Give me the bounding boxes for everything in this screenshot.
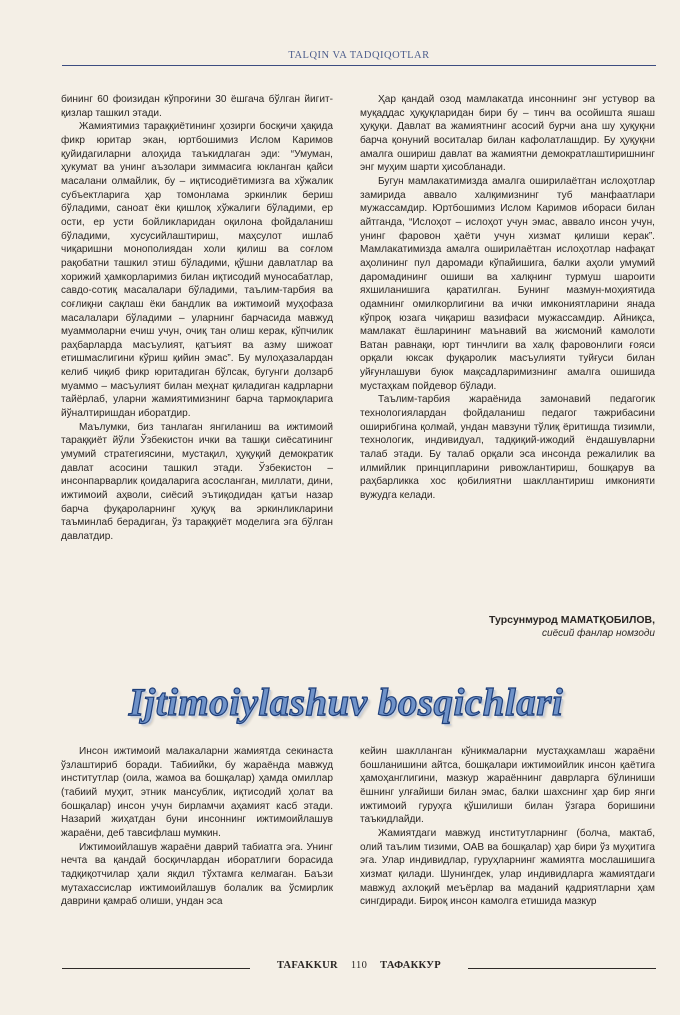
second-article-column-right (360, 745, 655, 965)
section-title: TALQIN VA TADQIQOTLAR (288, 50, 430, 61)
header-rule (62, 65, 656, 66)
page-footer (62, 960, 656, 978)
footer-text (62, 960, 656, 971)
paragraph: Таълим-тарбия жараёнида замонавий педагогик технологиялардан фойдаланиш педагог тажрибасини оширибгина қолмай, ундан мавзуни тўлиқ ёритишда тизимли, технологик, индивидуал, тадқиқий-ижодий ёндашувларни талаб этади. Бу талаб орқали эса инсонда режалилик ва илмийлик принципларини ривожлантириш, бошқарув ва раҳбарликка хос қобилиятни шакллантириш имконияти вужудга келади. (360, 394, 655, 502)
paragraph: Бугун мамлакатимизда амалга оширилаётган ислоҳотлар замирида аввало халқимизнинг туб манфаатлари мужассамдир. Юртбошимиз Ислом Каримов ибораси билан айтганда, “Ислоҳот – ислоҳот учун эмас, аввало инсон учун, унинг фаровон ҳаёти учун хизмат қилиши керак”. Мамлакатимизда амалга оширилаётган ислоҳотлар нафақат аҳолининг пул даромади кўпайишига, балки аҳоли умумий даромадининг ошиши ва халқнинг турмуш шароити яхшиланишига қаратилган. Бунинг мазмун-моҳиятида одамнинг омилкорлигини ва ички имкониятларини янада кўпроқ юзага чиқариш вазифаси мужассамдир. Айниқса, мамлакат ёшларининг маънавий ва жисмоний камолоти Ватан равнақи, юрт тинчлиги ва халқ фаровонлиги ғояси орқали юксак фуқаролик масъулияти туйғуси билан уйғунлашуви буюк мақсадларимизнинг амалга ошишида мустаҳкам пойдевор бўлади. (360, 175, 655, 392)
paragraph: Жамиятимиз тараққиётининг ҳозирги босқичи ҳақида фикр юритар экан, юртбошимиз Ислом Каримов қуйидагиларни алоҳида таъкидлаган эди: “Умуман, ҳукумат ва унинг аъзолари зиммасига юкланган қайси масалани олмайлик, бу – иқтисодиётимизга ва хўжалик субъектларига ҳар томонлама эркинлик бериш бўладими, саноат ёки қишлоқ хўжалиги бўладими, ер ости, ер усти бойликларидан оқилона фойдаланиш бўладими, хусусийлаштириш, маҳсулот ишлаб чиқаришни монополиядан холи қилиш ва соғлом рақобатни ташкил этиш бўладими, қўшни давлатлар ва хорижий ҳамкорларимиз билан иқтисодий муносабатлар, савдо-сотиқ масалалари бўладими, таълим-тарбия ва соғлиқни сақлаш ёки бандлик ва ижтимоий муҳофаза масалалари бўладими – уларнинг барчасида мавжуд муаммоларни ечиш учун, очиқ тан олиш керак, кўпчилик раҳбарларда масъулият, қатъият ва азму шижоат етишмаслигини кўриш қийин эмас”. Бу мулоҳазалардан келиб чиқиб фикр юритадиган бўлсак, бугунги долзарб муаммо – масъулият билан меҳнат қиладиган кадрларни тайёрлаб, уларни жамиятимизнинг барча тармоқларига йўналтиришдан иборатдир. (61, 121, 333, 420)
paragraph: Жамиятдаги мавжуд институтларнинг (болча, мактаб, олий таълим тизими, ОАВ ва бошқалар) ҳар бири ўз муҳитига эга. Улар индивидлар, гуруҳларнинг жамиятга мослашишига хизмат қилади. Шунингдек, улар индивидларга жамиятдаги мавжуд ахлоқий меъёрлар ва маданий қадриятларни ҳам сингдиради. Бироқ инсон камолга етишида мазкур (360, 827, 655, 908)
second-article-column-left (61, 745, 333, 965)
paragraph: бининг 60 фоизидан кўпроғини 30 ёшгача бўлган йигит-қизлар ташкил этади. (61, 94, 333, 119)
author-signature (355, 613, 655, 641)
paragraph: Ҳар қандай озод мамлакатда инсоннинг энг устувор ва муқаддас ҳуқуқларидан бири бу – тинч ва осойишта яшаш ҳуқуқи. Давлат ва жамиятнинг асосий бурчи ана шу ҳуқуқни барча қонуний воситалар билан кафолатлашдир. Бу ҳуқуқни амалга ошириш давлат ва жамиятни демократлаштиришнинг энг муҳим шарти ҳисобланади. (360, 94, 655, 174)
author-name: Турсунмурод МАМАТҚОБИЛОВ, (488, 614, 655, 626)
page-header (62, 48, 656, 68)
article-column-left (61, 93, 333, 668)
paragraph: Ижтимоийлашув жараёни даврий табиатга эга. Унинг нечта ва қандай босқичлардан иборатлиги борасида тадқиқотчилар ҳали якдил тўхтамга келмаган. Баъзи мутахассислар ижтимоийлашув болалик ва ўсмирлик даврини қамраб олиши, ундан эса (61, 841, 333, 908)
page-number: 110 (350, 960, 368, 971)
paragraph: кейин шаклланган кўникмаларни мустаҳкамлаш жараёни бошланишини айтса, бошқалари ижтимоийлик инсон қаётига ҳамоҳанглигини, мазкур жараённинг даврларга бўлиниши ёшнинг улғайиши билан эмас, балки шахснинг ҳар бир янги ижтимоий гуруҳга қўшилиши билан ўзгара боришини таъкидлайди. (360, 746, 655, 826)
article-heading: Ijtimoiylashuv bosqichlari (128, 681, 564, 724)
journal-name-latin: TAFAKKUR (277, 960, 338, 971)
journal-name-cyrillic: ТАФАККУР (380, 960, 441, 971)
paragraph: Маълумки, биз танлаган янгиланиш ва ижтимоий тараққиёт йўли Ўзбекистон ички ва ташқи сиёсатининг умумий стратегиясини, мустақил, ҳуқуқий демократик давлат асосини ташкил этади. Ўзбекистон – инсонпарварлик қоидаларига асосланган, миллати, дини, ижтимоий аҳволи, сиёсий эътиқодидан қатъи назар барча фуқароларнинг ҳуқуқ ва эркинликларини таъминлаб берадиган, ўз тараққиёт моделига эга бўлган давлатдир. (61, 421, 333, 542)
article-column-right (360, 93, 655, 619)
paragraph: Инсон ижтимоий малакаларни жамиятда секинаста ўзлаштириб боради. Табиийки, бу жараёнда мавжуд институтлар (оила, жамоа ва бошқалар) ҳамда омиллар (табиий муҳит, этник мансублик, иқтисодий ҳолат ва бошқалар) инсон учун бирламчи аҳамият касб этади. Назарий жиҳатдан буни инсоннинг ижтимоийлашув жараёни, деб тавсифлаш мумкин. (61, 746, 333, 839)
author-title: сиёсий фанлар номзоди (542, 628, 655, 639)
